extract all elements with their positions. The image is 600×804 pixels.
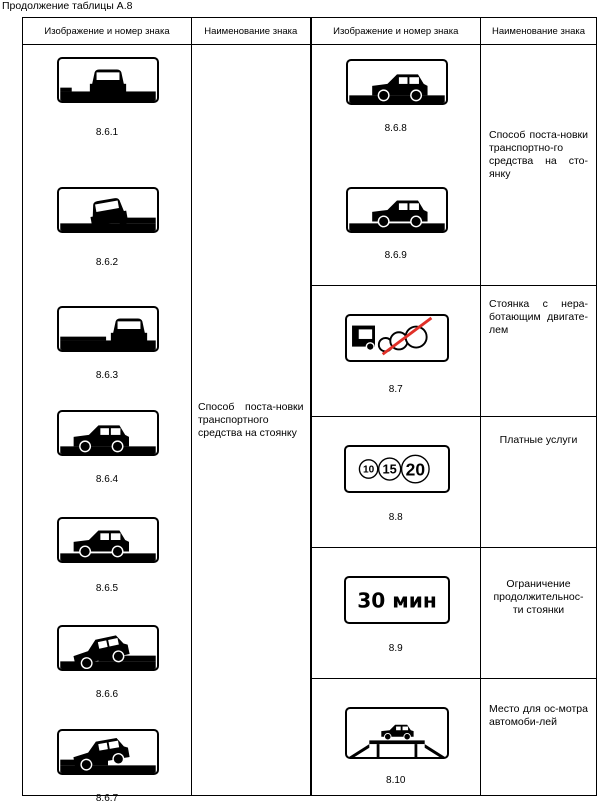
right-name-cell: [481, 548, 597, 679]
sign-name: Стоянка с нера-ботающим двигате-лем: [489, 298, 588, 336]
inspection-ramp-icon: [347, 709, 447, 757]
sign-8-6-9: [346, 187, 448, 233]
sign-8-6-1: [57, 57, 159, 103]
sign-8-6-6: [57, 625, 159, 671]
paid-services-icon: [346, 447, 448, 491]
right-name-cell: [481, 286, 597, 417]
car-side-sidewalk-icon: [59, 519, 157, 561]
sign-number: 8.7: [388, 384, 403, 395]
header-name-right: Наименование знака: [481, 18, 597, 45]
header-image-number-left: Изображение и номер знака: [23, 18, 192, 45]
car-tilted-icon: [59, 189, 157, 231]
sign-8-6-2: [57, 187, 159, 233]
sign-8-6-8: [346, 59, 448, 105]
table-caption: Продолжение таблицы А.8: [2, 0, 133, 12]
sign-number: 8.6.8: [384, 123, 407, 134]
sign-8-9: [344, 576, 450, 624]
right-name-cell: [481, 679, 597, 796]
right-sign-cell-8-8: [311, 417, 481, 548]
sign-value-time: 30 мин: [356, 588, 437, 613]
sign-name: Платные услуги: [499, 434, 578, 446]
sign-number: 8.6.2: [95, 257, 119, 268]
car-side-up-icon: [59, 731, 157, 773]
car-front-icon: [59, 59, 157, 101]
sign-value-10: 10: [362, 464, 374, 476]
sign-name: Место для ос-мотра автомоби-лей: [489, 703, 588, 728]
sign-number: 8.9: [388, 643, 403, 654]
sign-8-6-3: [57, 306, 159, 352]
sign-number: 8.6.7: [95, 793, 119, 804]
car-side-icon: [59, 412, 157, 454]
sign-8-6-4: [57, 410, 159, 456]
right-sign-cell-8-6-8: [311, 45, 481, 286]
right-sign-cell-8-7: [311, 286, 481, 417]
sign-8-10: [345, 707, 449, 759]
sign-number: 8.6.5: [95, 583, 119, 594]
car-side-sidewalk-icon: [348, 189, 446, 231]
sign-name: Способ поста-новки транспортно-го средства на сто-янку: [489, 129, 588, 180]
sign-number: 8.6.9: [384, 250, 407, 261]
sign-number: 8.10: [386, 775, 406, 786]
sign-8-8: [344, 445, 450, 493]
header-name-left: Наименование знака: [192, 18, 311, 45]
header-image-number-right: Изображение и номер знака: [311, 18, 481, 45]
sign-number: 8.6.4: [95, 474, 119, 485]
sign-8-7: [345, 314, 449, 362]
sign-8-6-5: [57, 517, 159, 563]
left-signs-cell: [23, 45, 192, 804]
right-sign-cell-8-10: [311, 679, 481, 796]
car-front-sidewalk-icon: [59, 308, 157, 350]
car-side-icon: [348, 61, 446, 103]
sign-name: Способ поста-новки транспортного средства на стоянку: [198, 400, 304, 439]
signs-table: [22, 17, 597, 804]
engine-off-icon: [347, 316, 447, 360]
sign-number: 8.6.6: [95, 689, 119, 700]
sign-number: 8.6.1: [95, 127, 119, 138]
right-name-cell: [481, 45, 597, 286]
sign-name: Ограничение продолжительнос-ти стоянки: [493, 578, 584, 616]
right-name-cell: [481, 417, 597, 548]
car-side-tilted-icon: [59, 627, 157, 669]
right-sign-cell-8-9: [311, 548, 481, 679]
sign-value-15: 15: [382, 461, 397, 477]
sign-number: 8.8: [388, 512, 403, 523]
left-name-cell: [192, 45, 311, 796]
sign-8-6-7: [57, 729, 159, 775]
time-limit-icon: [346, 578, 448, 622]
sign-number: 8.6.3: [95, 370, 119, 381]
sign-value-20: 20: [405, 459, 425, 480]
